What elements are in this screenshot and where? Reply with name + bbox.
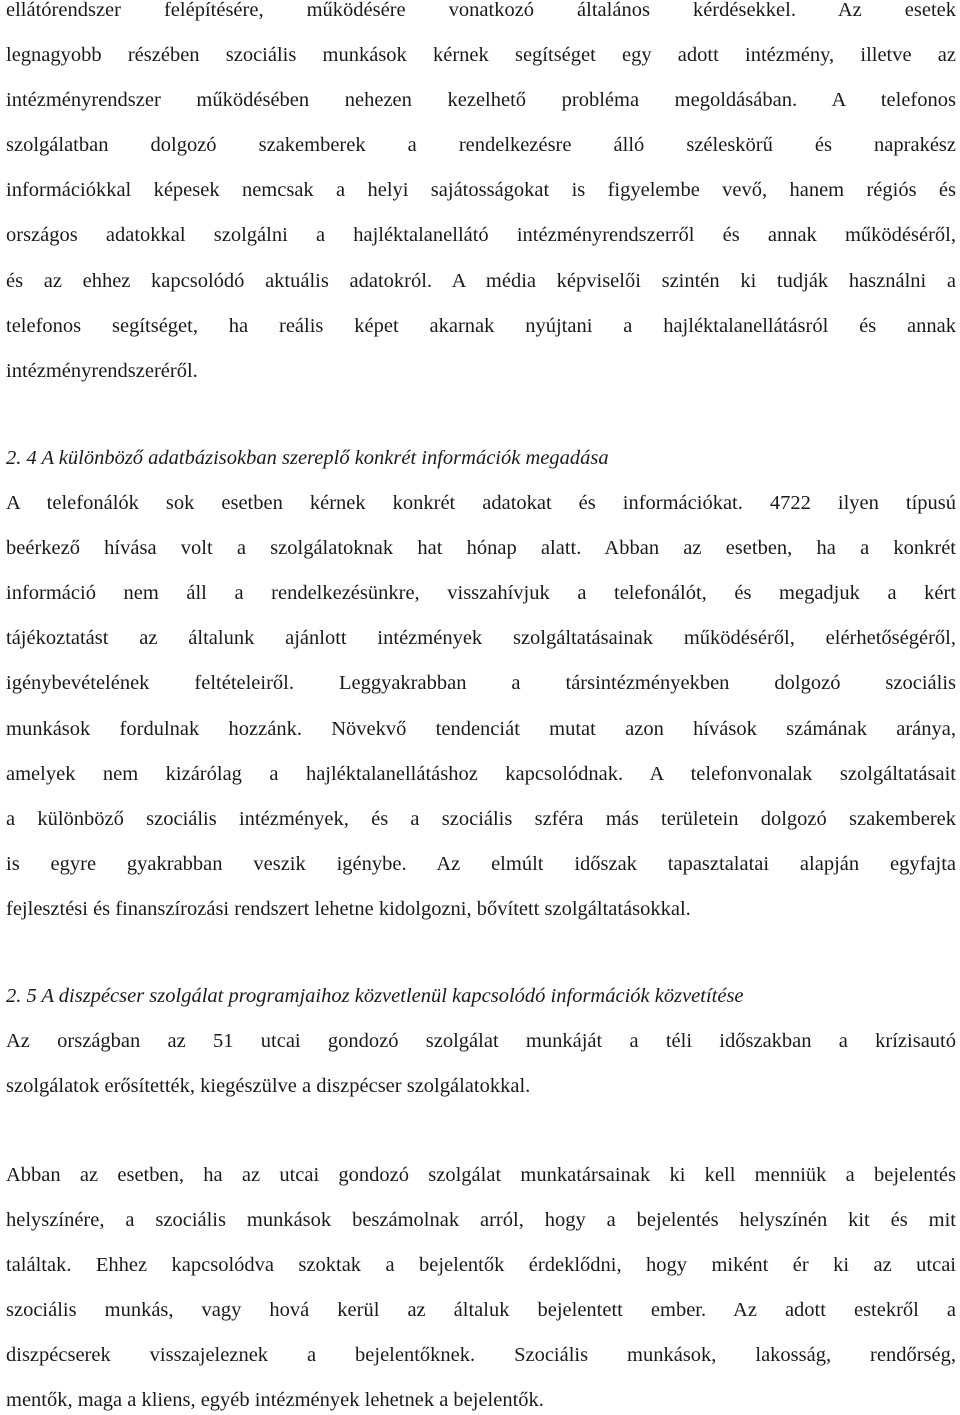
text-line: intézményrendszeréről. — [6, 360, 198, 382]
text-line: a különböző szociális intézmények, és a szociális szféra más területein dolgozó szakemberek — [6, 808, 956, 830]
text-line: diszpécserek visszajeleznek a bejelentőknek. Szociális munkások, lakosság, rendőrség, — [6, 1344, 956, 1366]
text-line: intézményrendszer működésében nehezen kezelhető probléma megoldásában. A telefonos — [6, 89, 956, 111]
text-line: amelyek nem kizárólag a hajléktalanellátáshoz kapcsolódnak. A telefonvonalak szolgáltatásait — [6, 763, 956, 785]
text-line: országos adatokkal szolgálni a hajléktalanellátó intézményrendszerről és annak működéséről, — [6, 224, 956, 246]
text-line: legnagyobb részében szociális munkások kérnek segítséget egy adott intézmény, illetve az — [6, 44, 956, 66]
text-line: Az országban az 51 utcai gondozó szolgálat munkáját a téli időszakban a krízisautó — [6, 1030, 956, 1052]
text-line: helyszínére, a szociális munkások beszámolnak arról, hogy a bejelentés helyszínén kit és mit — [6, 1209, 956, 1231]
text-line: és az ehhez kapcsolódó aktuális adatokról. A média képviselői szintén ki tudják használni a — [6, 270, 956, 292]
text-line: Abban az esetben, ha az utcai gondozó szolgálat munkatársainak ki kell menniük a bejelentés — [6, 1164, 956, 1186]
text-line: szociális munkás, vagy hová kerül az általuk bejelentett ember. Az adott estekről a — [6, 1299, 956, 1321]
text-line: munkások fordulnak hozzánk. Növekvő tendenciát mutat azon hívások számának aránya, — [6, 718, 956, 740]
text-line: telefonos segítséget, ha reális képet akarnak nyújtani a hajléktalanellátásról és annak — [6, 315, 956, 337]
text-line: szolgálatban dolgozó szakemberek a rendelkezésre álló széleskörű és naprakész — [6, 134, 956, 156]
text-line: igénybevételének feltételeiről. Leggyakrabban a társintézményekben dolgozó szociális — [6, 672, 956, 694]
text-line: tájékoztatást az általunk ajánlott intézmények szolgáltatásainak működéséről, elérhetőségéről, — [6, 627, 956, 649]
text-line: A telefonálók sok esetben kérnek konkrét adatokat és információkat. 4722 ilyen típusú — [6, 492, 956, 514]
text-line: találtak. Ehhez kapcsolódva szoktak a bejelentők érdeklődni, hogy miként ér ki az utcai — [6, 1254, 956, 1276]
text-line: beérkező hívása volt a szolgálatoknak hat hónap alatt. Abban az esetben, ha a konkrét — [6, 537, 956, 559]
section-heading-2-4: 2. 4 A különböző adatbázisokban szereplő konkrét információk megadása — [6, 447, 609, 469]
text-line: ellátórendszer felépítésére, működésére vonatkozó általános kérdésekkel. Az esetek — [6, 0, 956, 21]
text-line: mentők, maga a kliens, egyéb intézmények lehetnek a bejelentők. — [6, 1389, 544, 1411]
text-line: fejlesztési és finanszírozási rendszert lehetne kidolgozni, bővített szolgáltatásokkal. — [6, 898, 691, 920]
text-line: is egyre gyakrabban veszik igénybe. Az elmúlt időszak tapasztalatai alapján egyfajta — [6, 853, 956, 875]
text-line: információkkal képesek nemcsak a helyi sajátosságokat is figyelembe vevő, hanem régiós és — [6, 179, 956, 201]
section-heading-2-5: 2. 5 A diszpécser szolgálat programjaihoz közvetlenül kapcsolódó információk közvetítése — [6, 985, 744, 1007]
text-line: szolgálatok erősítették, kiegészülve a diszpécser szolgálatokkal. — [6, 1075, 531, 1097]
text-line: információ nem áll a rendelkezésünkre, visszahívjuk a telefonálót, és megadjuk a kért — [6, 582, 956, 604]
